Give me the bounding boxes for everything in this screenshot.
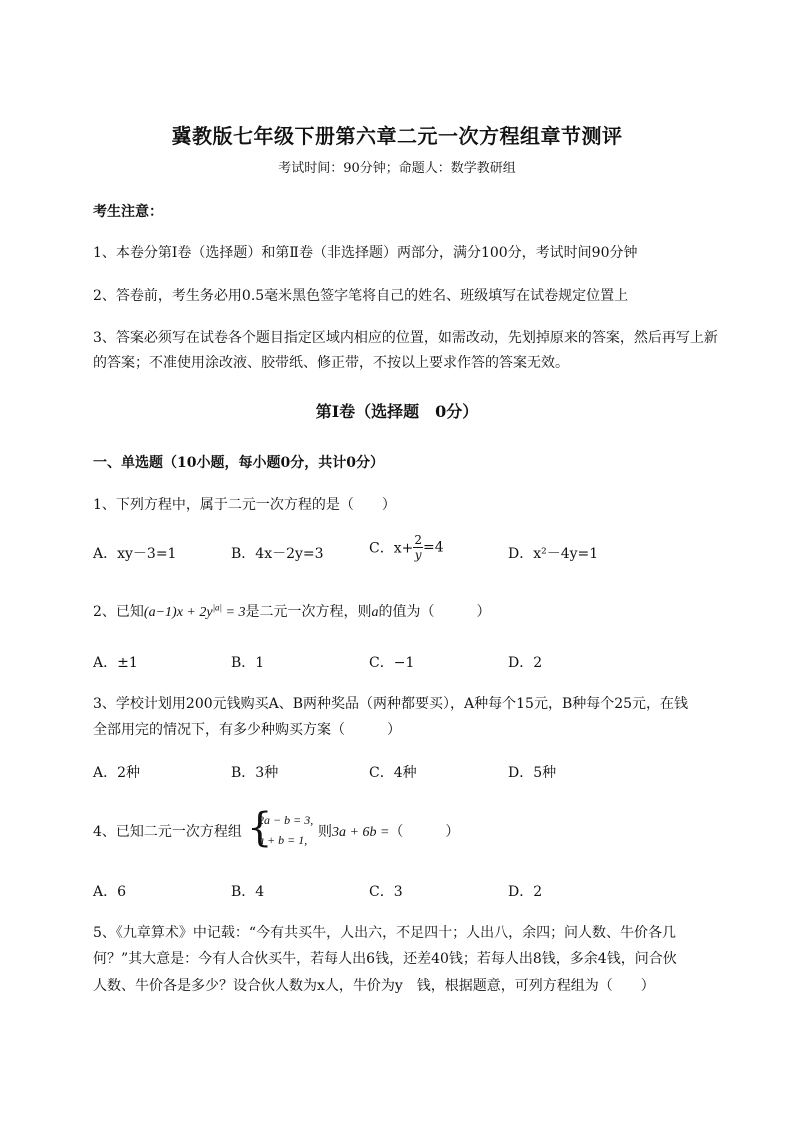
option-c-suffix: =4 <box>422 539 444 556</box>
option-c-prefix: C．x+ <box>369 540 414 557</box>
q2-expression: (a−1)x + 2y <box>143 605 213 620</box>
question-3-line-1: 3、学校计划用200元钱购买A、B两种奖品（两种都要买），A种每个15元，B种每个25元，在钱 <box>93 696 689 712</box>
q4-blank: （ ） <box>389 824 460 840</box>
document-title: 冀教版七年级下册第六章二元一次方程组章节测评 <box>171 124 623 148</box>
question-5-line-1: 5、《九章算术》中记载：“今有共买牛，人出六，不足四十；人出八，余四；问人数、牛价各几 <box>93 925 677 941</box>
q2-text-c: 的值为（ ） <box>378 604 491 620</box>
question-1-option-b: B．4x－2y=3 <box>231 546 324 562</box>
question-2-option-d: D．2 <box>508 655 543 671</box>
notice-item-2: 2、答卷前，考生务必用0.5毫米黑色签字笔将自己的姓名、班级填写在试卷规定位置上 <box>93 288 629 304</box>
question-4-option-a: A．6 <box>93 884 127 900</box>
notice-item-3-cont: 的答案；不准使用涂改液、胶带纸、修正带，不按以上要求作答的答案无效。 <box>93 355 569 371</box>
question-3-option-a: A．2种 <box>93 765 141 781</box>
question-3-option-b: B．3种 <box>231 765 279 781</box>
question-2-option-b: B．1 <box>231 655 265 671</box>
question-1-option-d: D．x²－4y=1 <box>508 546 599 562</box>
q2-exponent: |a| <box>212 602 223 613</box>
question-3-line-2: 全部用完的情况下，有多少种购买方案（ ） <box>93 722 401 738</box>
question-2-option-c: C．−1 <box>369 655 415 671</box>
q2-text-a: 2、已知 <box>93 604 144 620</box>
system-brace: { <box>247 805 273 851</box>
question-4-text-b <box>318 821 459 841</box>
question-1-stem: 1、下列方程中，属于二元一次方程的是（ ） <box>93 497 396 513</box>
question-4-option-b: B．4 <box>231 884 265 900</box>
fraction-denominator: y <box>414 548 422 562</box>
fraction <box>413 533 423 562</box>
question-5-line-2: 何？”其大意是：今有人合伙买牛，若每人出6钱，还差40钱；若每人出8钱，多余4钱，问合伙 <box>93 951 677 967</box>
notice-item-1: 1、本卷分第I卷（选择题）和第Ⅱ卷（非选择题）两部分，满分100分，考试时间90分钟 <box>93 245 638 261</box>
question-2-stem <box>93 601 490 621</box>
question-4-option-c: C．3 <box>369 884 403 900</box>
q2-text-b: 是二元一次方程，则 <box>245 604 372 620</box>
question-4-text-a: 4、已知二元一次方程组 <box>93 824 242 840</box>
question-1-option-a: A．xy－3=1 <box>93 546 177 562</box>
q2-expression-rhs: = 3 <box>222 605 246 620</box>
section-title: 第I卷（选择题 0分） <box>315 402 479 421</box>
exam-info: 考试时间：90分钟；命题人：数学教研组 <box>278 161 516 176</box>
q4-expression: 3a + 6b = <box>332 825 390 840</box>
q4-then: 则 <box>318 824 332 840</box>
fraction-numerator: 2 <box>414 533 422 547</box>
q2-variable: a <box>371 605 379 620</box>
equation-2: a + b = 1, <box>258 833 308 847</box>
notice-item-3: 3、答案必须写在试卷各个题目指定区域内相应的位置，如需改动，先划掉原来的答案，然后再写上新 <box>93 330 718 346</box>
question-2-option-a: A．±1 <box>93 655 138 671</box>
notice-heading: 考生注意： <box>93 204 163 220</box>
question-5-line-3: 人数、牛价各是多少？设合伙人数为x人，牛价为y 钱，根据题意，可列方程组为（ ） <box>93 978 655 994</box>
question-3-option-d: D．5种 <box>508 765 557 781</box>
question-1-option-c <box>369 533 444 562</box>
question-4-option-d: D．2 <box>508 884 543 900</box>
part-heading: 一、单选题（10小题，每小题0分，共计0分） <box>93 455 384 471</box>
question-3-option-c: C．4种 <box>369 765 417 781</box>
equation-1: 2a − b = 3, <box>258 813 314 827</box>
